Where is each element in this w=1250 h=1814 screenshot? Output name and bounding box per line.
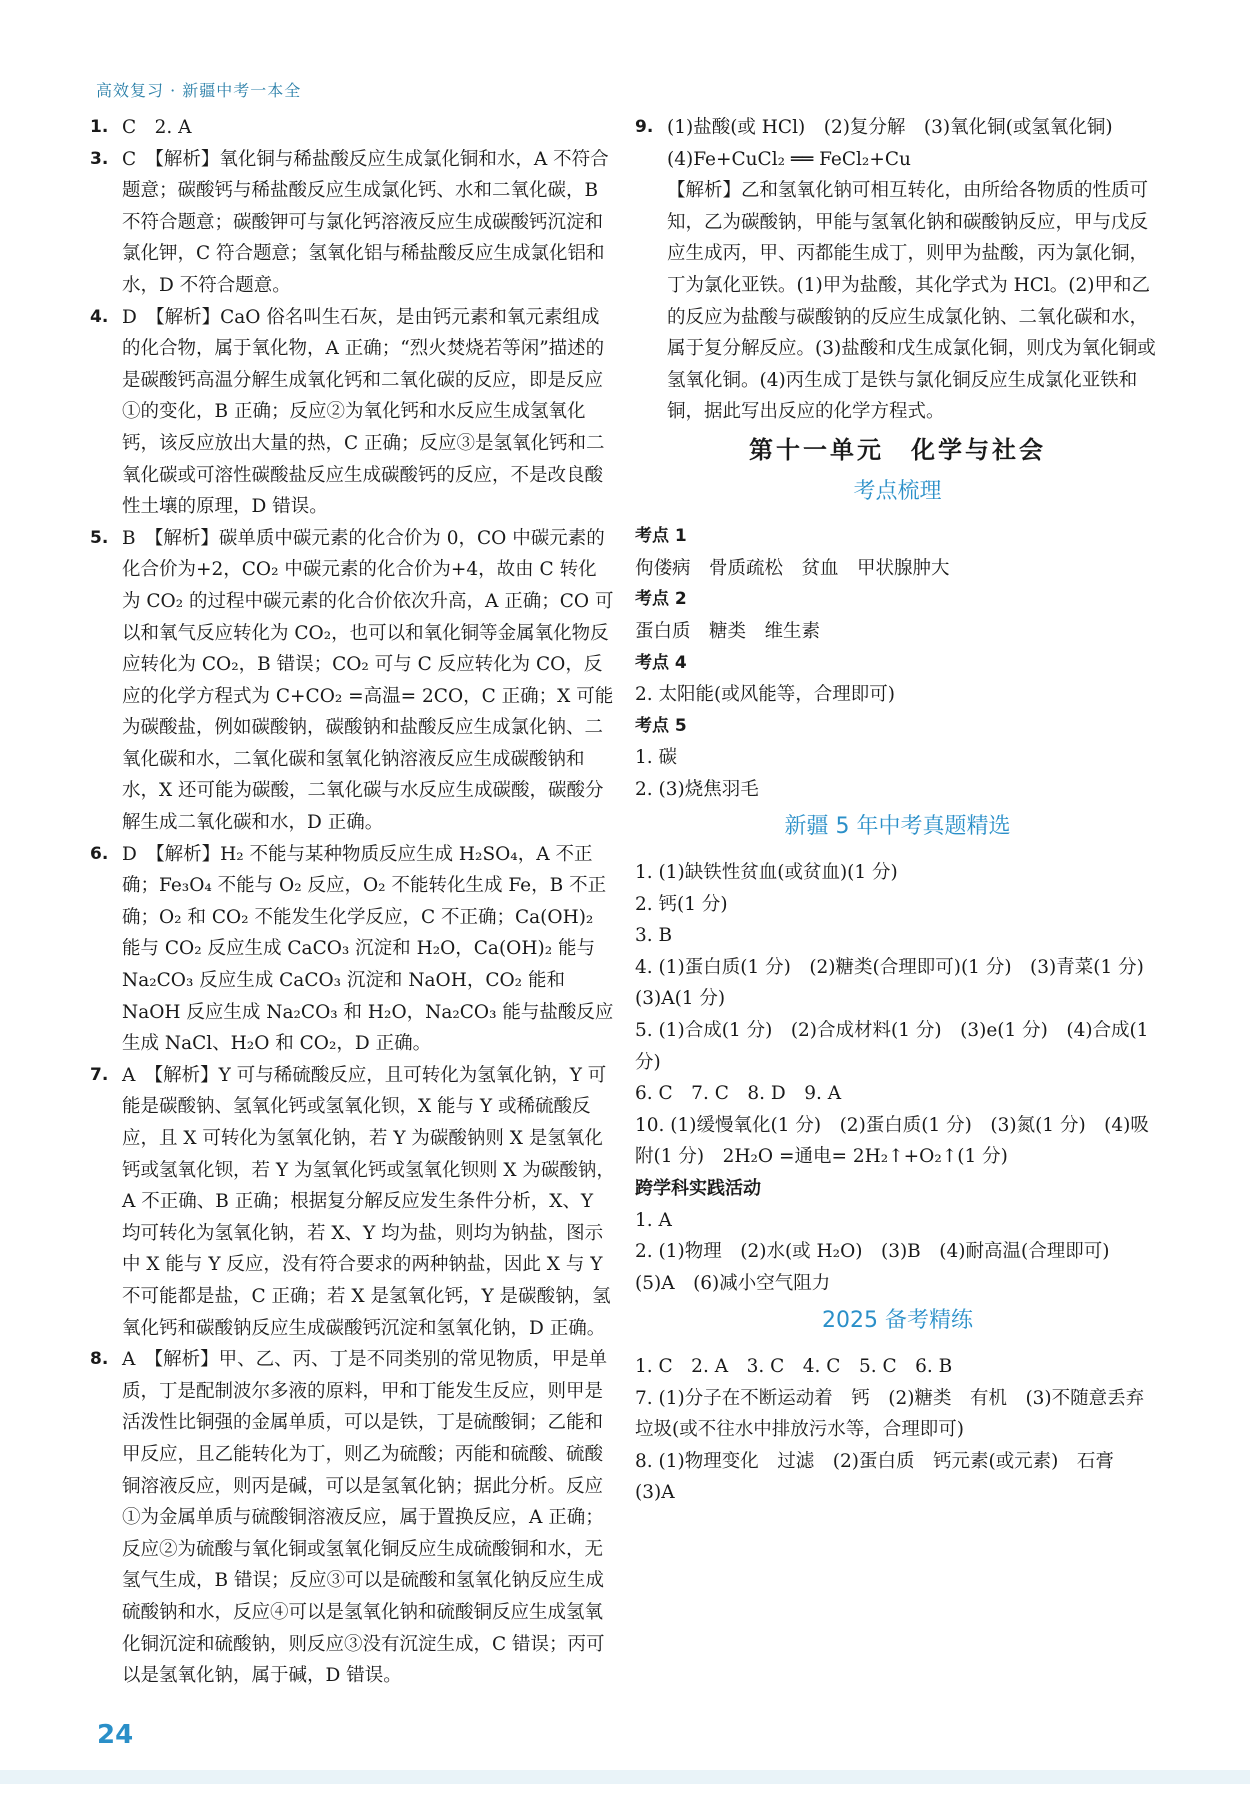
answer-6: 6. D 【解析】H₂ 不能与某种物质反应生成 H₂SO₄，A 不正确；Fe₃O₄ 不能与 O₂ 反应，O₂ 不能转化生成 Fe，B 不正确；O₂ 和 CO₂ 不能发生化学反应，C 不正确；Ca(OH)₂ 能与 CO₂ 反应生成 CaCO₃ 沉淀和 H₂O，Ca(OH)₂ 能与 Na₂CO₃ 反应生成 CaCO₃ 沉淀和 NaOH，CO₂ 能和 NaOH 反应生成 Na₂CO₃ 和 H₂O，Na₂CO₃ 能与盐酸反应生成 NaCl、H₂O 和 CO₂，D 正确。 [90, 843, 614, 1055]
exam-answer-5: 5. (1)合成(1 分) (2)合成材料(1 分) (3)e(1 分) (4)合成(1 分) [635, 1020, 1149, 1073]
footer-bar [0, 1770, 1250, 1784]
point-4-text: 2. 太阳能(或风能等，合理即可) [635, 684, 895, 706]
unit-title: 第十一单元 化学与社会 [749, 434, 1046, 464]
section-title-review: 考点梳理 [853, 478, 942, 504]
left-column [90, 112, 615, 1692]
answer-8: 8. A 【解析】甲、乙、丙、丁是不同类别的常见物质，甲是单质，丁是配制波尔多液的原料，甲和丁能发生反应，则甲是活泼性比铜强的金属单质，可以是铁，丁是硫酸铜；乙能和甲反应，且乙能转化为丁，则乙为硫酸；丙能和硫酸、硫酸铜溶液反应，则丙是碱，可以是氢氧化钠；据此分析。反应①为金属单质与硫酸铜溶液反应，属于置换反应，A 正确；反应②为硫酸与氧化铜或氢氧化铜反应生成硫酸铜和水，无氢气生成，B 错误；反应③可以是硫酸和氢氧化钠反应生成硫酸钠和水，反应④可以是氢氧化钠和硫酸铜反应生成氢氧化铜沉淀和硫酸钠，则反应③没有沉淀生成，C 错误；丙可以是氢氧化钠，属于碱，D 错误。 [90, 1349, 608, 1687]
answer-9: 9. (1)盐酸(或 HCl) (2)复分解 (3)氧化铜(或氢氧化铜) (4)Fe+CuCl₂ ══ FeCl₂+Cu 【解析】乙和氢氧化钠可相互转化，由所给各物质的性质可知，乙为碳酸钠，甲能与氢氧化钠和碳酸钠反应，甲与戊反应生成丙，甲、丙都能生成丁，则甲为盐酸，丙为氯化铜，丁为氯化亚铁。(1)甲为盐酸，其化学式为 HCl。(2)甲和乙的反应为盐酸与碳酸钠的反应生成氯化钠、二氧化碳和水，属于复分解反应。(3)盐酸和戊生成氯化铜，则戊为氧化铜或氢氧化铜。(4)丙生成丁是铁与氯化铜反应生成氯化亚铁和铜，据此写出反应的化学方程式。 [635, 117, 1156, 423]
answer-3: 3. C 【解析】氧化铜与稀盐酸反应生成氯化铜和水，A 不符合题意；碳酸钙与稀盐酸反应生成氯化钙、水和二氧化碳，B 不符合题意；碳酸钾可与氯化钙溶液反应生成碳酸钙沉淀和氯化钾，C 符合题意；氢氧化铝与稀盐酸反应生成氯化铝和水，D 不符合题意。 [90, 148, 609, 296]
answer-5: 5. B 【解析】碳单质中碳元素的化合价为 0，CO 中碳元素的化合价为+2，CO₂ 中碳元素的化合价为+4，故由 C 转化为 CO₂ 的过程中碳元素的化合价依次升高，A 正确；CO 可以和氧气反应转化为 CO₂，也可以和氧化铜等金属氧化物反应转化为 CO₂，B 错误；CO₂ 可与 C 反应转化为 CO，反应的化学方程式为 C+CO₂ =高温= 2CO，C 正确；X 可能为碳酸盐，例如碳酸钠，碳酸钠和盐酸反应生成氯化钠、二氧化碳和水，二氧化碳和氢氧化钠溶液反应生成碳酸钠和水，X 还可能为碳酸，二氧化碳与水反应生成碳酸，碳酸分解生成二氧化碳和水，D 正确。 [90, 527, 614, 834]
answer-1: 1. C 2. A [90, 117, 192, 138]
subsection-title: 跨学科实践活动 [635, 1178, 761, 1199]
section-title-exam: 新疆 5 年中考真题精选 [784, 814, 1011, 840]
point-2-label: 考点 2 [635, 589, 687, 610]
exam-answer-6-9: 6. C 7. C 8. D 9. A [635, 1083, 842, 1105]
practice-answer-2: 2. (1)物理 (2)水(或 H₂O) (3)B (4)耐高温(合理即可) (5)A (6)减小空气阻力 [635, 1241, 1128, 1294]
point-2-text: 蛋白质 糖类 维生素 [635, 620, 821, 642]
point-5-item-1: 1. 碳 [635, 747, 678, 769]
exam-answer-4: 4. (1)蛋白质(1 分) (2)糖类(合理即可)(1 分) (3)青菜(1 分) (3)A(1 分) [635, 956, 1163, 1010]
answer-4: 4. D 【解析】CaO 俗名叫生石灰，是由钙元素和氧元素组成的化合物，属于氧化物，A 正确；“烈火焚烧若等闲”描述的是碳酸钙高温分解生成氧化钙和二氧化碳的反应，即是反应①的变化，B 正确；反应②为氧化钙和水反应生成氢氧化钙，该反应放出大量的热，C 正确；反应③是氢氧化钙和二氧化碳或可溶性碳酸盐反应生成碳酸钙的反应，不是改良酸性土壤的原理，D 错误。 [90, 306, 605, 518]
exam-answer-3: 3. B [635, 925, 673, 947]
right-column [635, 112, 1163, 1509]
page-header: 高效复习 · 新疆中考一本全 [96, 81, 302, 100]
prep-answer-8: 8. (1)物理变化 过滤 (2)蛋白质 钙元素(或元素) 石膏 (3)A [635, 1450, 1133, 1504]
point-4-label: 考点 4 [635, 652, 687, 673]
exam-answer-2: 2. 钙(1 分) [635, 893, 728, 915]
prep-answer-7: 7. (1)分子在不断运动着 钙 (2)糖类 有机 (3)不随意丢弃垃圾(或不往水中排放污水等，合理即可) [635, 1387, 1145, 1441]
prep-answer-1-6: 1. C 2. A 3. C 4. C 5. C 6. B [635, 1355, 953, 1377]
point-5-label: 考点 5 [635, 715, 687, 736]
point-1-text: 佝偻病 骨质疏松 贫血 甲状腺肿大 [635, 557, 950, 579]
point-1-label: 考点 1 [635, 526, 687, 547]
page-number: 24 [97, 1720, 134, 1750]
point-5-item-2: 2. (3)烧焦羽毛 [635, 778, 759, 800]
exam-answer-10: 10. (1)缓慢氧化(1 分) (2)蛋白质(1 分) (3)氮(1 分) (4)吸附(1 分) 2H₂O =通电= 2H₂↑+O₂↑(1 分) [635, 1114, 1149, 1168]
answer-7: 7. A 【解析】Y 可与稀硫酸反应，且可转化为氢氧化钠，Y 可能是碳酸钠、氢氧化钙或氢氧化钡，X 能与 Y 或稀硫酸反应，且 X 可转化为氢氧化钠，若 Y 为碳酸钠则 X 是氢氧化钙或氢氧化钡，若 Y 为氢氧化钙或氢氧化钡则 X 为碳酸钠，A 不正确、B 正确；根据复分解反应发生条件分析，X、Y 均可转化为氢氧化钠，若 X、Y 均为盐，则均为钠盐，图示中 X 能与 Y 反应，没有符合要求的两种钠盐，因此 X 与 Y 不可能都是盐，C 正确；若 X 是氢氧化钙，Y 是碳酸钠，氢氧化钙和碳酸钠反应生成碳酸钙沉淀和氢氧化钠，D 正确。 [90, 1064, 615, 1339]
section-title-prep: 2025 备考精练 [822, 1308, 973, 1334]
practice-answer-1: 1. A [635, 1209, 672, 1231]
exam-answer-1: 1. (1)缺铁性贫血(或贫血)(1 分) [635, 862, 898, 884]
